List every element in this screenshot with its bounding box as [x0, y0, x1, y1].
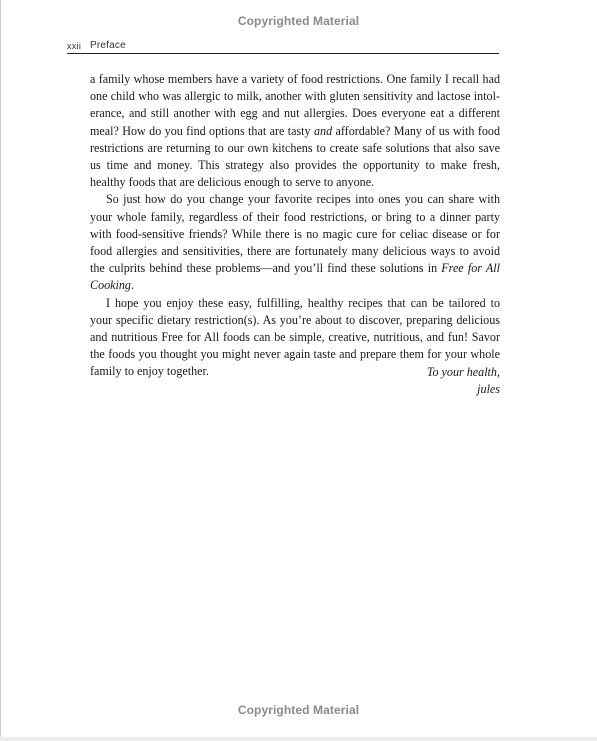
body-text — [90, 71, 500, 381]
paragraph-1 — [90, 71, 500, 191]
running-head — [67, 40, 499, 54]
paragraph-1-text-a: a family whose members have a variety of food restrictions. One family I recall had one child who was allergic to milk, another with gluten sensitivity and lactose intolerance, and still another with egg and nut allergies. Does everyone eat a different meal? How do you find options that are tasty — [90, 72, 500, 138]
signoff-signature: jules — [477, 382, 500, 397]
page-bottom-edge — [0, 737, 597, 741]
section-title: Preface — [90, 40, 126, 51]
copyright-watermark-bottom: Copyrighted Material — [237, 703, 360, 717]
copyright-watermark-top: Copyrighted Material — [237, 14, 360, 28]
paragraph-2-text-a: So just how do you change your favorite recipes into ones you can share with your whole family, regardless of their food restrictions, or bring to a dinner party with food-sensitive friends? While there is no magic cure for celiac disease or for food allergies and sensitivities, there are fortunately many delicious ways to avoid the culprits behind these problems—and you’ll find these solutions in — [90, 192, 500, 276]
signoff — [90, 364, 500, 398]
page-edge — [0, 0, 1, 737]
paragraph-1-text-b: affordable? Many of us with food restrictions are returning to our own kitchens to create safe solutions that also save us time and money. This strategy also provides the opportunity to make fresh, healthy foods that are delicious enough to serve to anyone. — [90, 123, 500, 190]
paragraph-1-emphasis: and — [313, 123, 333, 138]
paragraph-3-text: I hope you enjoy these easy, fulfilling, healthy recipes that can be tailored to your specific dietary restriction(s). As you’re about to discover, preparing delicious and nutritious Free for All foods can be simple, creative, nutritious, and fun! Savor the foods you thought you might never again taste and prepare them for your whole family to enjoy together. — [90, 295, 500, 379]
book-title-emphasis: Free for All Cooking — [90, 261, 500, 293]
paragraph-2-text-b: . — [130, 278, 135, 293]
paragraph-2 — [90, 191, 500, 294]
page-number: xxii — [67, 41, 82, 51]
signoff-line-1: To your health, — [426, 365, 500, 379]
